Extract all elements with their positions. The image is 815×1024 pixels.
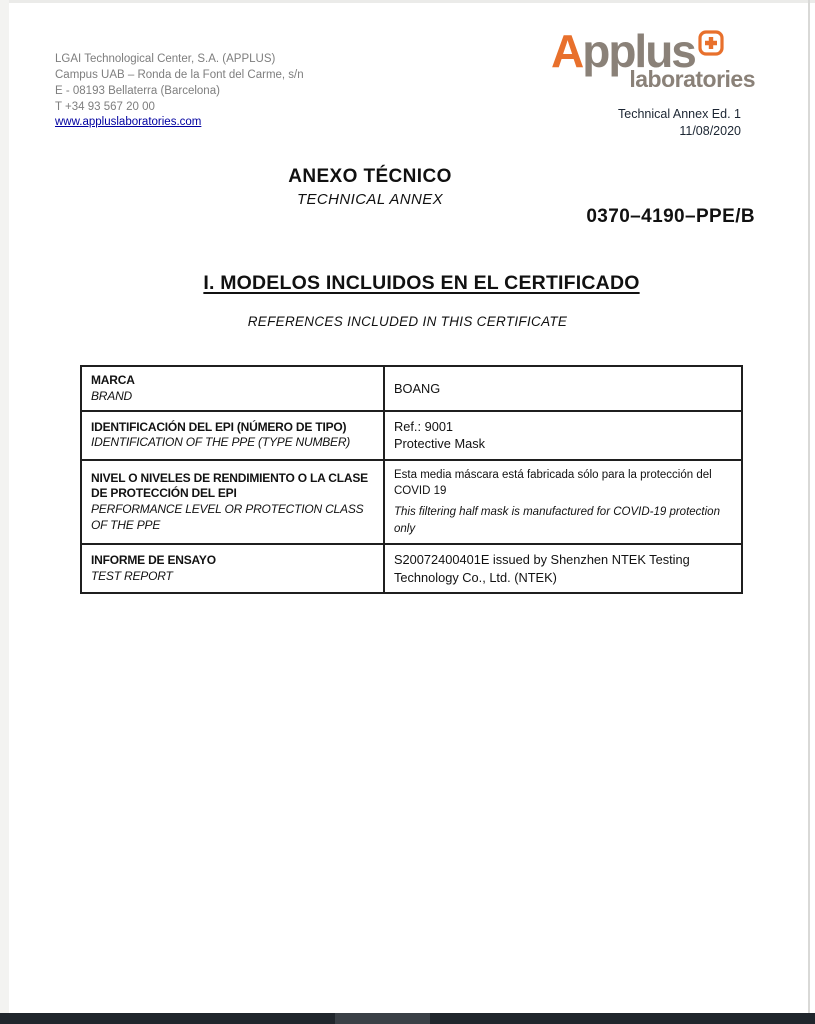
label-es: MARCA (91, 373, 135, 387)
address-line: T +34 93 567 20 00 (55, 100, 155, 113)
annex-edition: Technical Annex Ed. 1 (618, 107, 741, 122)
company-address-block (55, 52, 304, 131)
scan-bottom-band (0, 1013, 815, 1024)
section-heading-es: I. MODELOS INCLUIDOS EN EL CERTIFICADO (203, 272, 640, 294)
value-line: S20072400401E issued by Shenzhen NTEK Testing Technology Co., Ltd. (NTEK) (394, 552, 690, 585)
value-cell-nivel (384, 460, 742, 545)
value-line: BOANG (394, 380, 441, 396)
value-cell-informe (384, 544, 742, 593)
document-title-es: ANEXO TÉCNICO (288, 166, 452, 187)
applus-plus-icon (698, 30, 724, 61)
label-en: IDENTIFICATION OF THE PPE (TYPE NUMBER) (91, 435, 351, 450)
address-line: LGAI Technological Center, S.A. (APPLUS) (55, 53, 276, 65)
table-row-marca (81, 366, 742, 411)
label-es: NIVEL O NIVELES DE RENDIMIENTO O LA CLASE DE PROTECCIÓN DEL EPI (91, 470, 368, 501)
title-block (0, 166, 740, 208)
label-en: BRAND (91, 388, 133, 403)
page-edge-right (808, 0, 810, 1024)
label-cell-identificacion (81, 411, 384, 460)
section-heading-en: REFERENCES INCLUDED IN THIS CERTIFICATE (247, 314, 568, 329)
address-line: Campus UAB – Ronda de la Font del Carme, s/n (55, 68, 304, 81)
value-paragraph-en: This filtering half mask is manufactured for COVID-19 protection only (394, 506, 720, 535)
label-es: IDENTIFICACIÓN DEL EPI (NÚMERO DE TIPO) (91, 419, 347, 434)
value-cell-marca (384, 366, 742, 411)
label-cell-informe (81, 544, 384, 593)
applus-wordmark-initial: A (551, 25, 583, 77)
value-line: Ref.: 9001 (394, 419, 454, 435)
page-edge-left (0, 0, 9, 1024)
table-row-identificacion (81, 411, 742, 460)
label-cell-marca (81, 366, 384, 411)
header-right-block (543, 25, 755, 139)
table-row-nivel (81, 460, 742, 545)
value-paragraph-es: Esta media máscara está fabricada sólo para la protección del COVID 19 (394, 468, 712, 498)
label-es: INFORME DE ENSAYO (91, 553, 216, 568)
label-en: PERFORMANCE LEVEL OR PROTECTION CLASS OF THE PPE (91, 502, 364, 532)
annex-meta (543, 106, 755, 139)
value-cell-identificacion (384, 411, 742, 460)
table-row-informe (81, 544, 742, 593)
website-link[interactable]: www.appluslaboratories.com (55, 116, 202, 129)
scan-bottom-band-notch (335, 1013, 430, 1024)
applus-wordmark-rest: pplus (582, 25, 695, 77)
label-cell-nivel (81, 460, 384, 545)
annex-date: 11/08/2020 (679, 123, 741, 138)
page-edge-top (0, 0, 815, 3)
document-title-en: TECHNICAL ANNEX (296, 191, 444, 208)
label-en: TEST REPORT (91, 568, 173, 583)
applus-laboratories-label: laboratories (629, 66, 755, 92)
value-line: Protective Mask (394, 436, 486, 452)
certificate-table (80, 365, 743, 594)
certificate-reference-number: 0370–4190–PPE/B (586, 206, 755, 227)
address-line: E - 08193 Bellaterra (Barcelona) (55, 84, 220, 97)
